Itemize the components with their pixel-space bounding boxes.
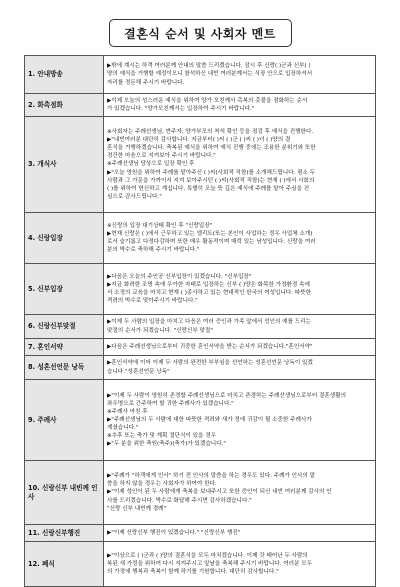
script-line: ▶"이제 신랑신부 행진이 있겠습니다." "신랑신부 행진" — [107, 529, 241, 536]
script-line: 혼식을 거행하겠습니다. 축복된 예식을 위하여 예식 진행 중에는 조용한 분위기와 또한 — [107, 145, 316, 152]
script-line: ※주례사 마친 후 — [107, 408, 148, 415]
table-row — [25, 542, 376, 587]
script-line: ▶"주례가 "하객에게 인사" 하기 전 인사의 말씀을 하는 경우도 있다. 주례가 인사의 말 — [107, 473, 316, 480]
step-script — [104, 380, 376, 461]
table-row — [25, 117, 376, 213]
script-line: ▶다음은 오늘의 주인공 신부입장이 있겠습니다. "신부입장" — [107, 273, 252, 280]
script-line: ▶"이제 성인이 된 두 사람에게 축복을 보내주시고 또한 증인이 되신 내빈 여러분께 감사의 인 — [107, 489, 332, 496]
script-line: 심으로 감사드립니다." — [107, 193, 162, 200]
script-line: 서 소정의 교육을 마치고 현재 ( )종사하고 있는 현대적인 한국의 여성입니다. 따뜻한 — [107, 290, 312, 296]
script-line: ※주례선생님 당상으로 입장 확인 후 — [107, 161, 195, 168]
script-line: ▶지금 화려한 조명 속에 우아한 자태로 입장하는 신부 ( )양은 화목한 가정환경 속에 — [107, 281, 310, 288]
step-script — [104, 461, 376, 525]
step-label: 12. 폐식 — [25, 542, 104, 587]
step-label: 4. 신랑입장 — [25, 213, 104, 264]
script-line: 사를 드리겠습니다. 박수로 화답해 주시면 감사하겠습니다." — [107, 497, 252, 504]
table-row — [25, 356, 376, 380]
script-line: 좌우명으로 간주하여 할 귀한 주례사가 있겠습니다." — [107, 400, 234, 407]
script-line: ▶밖에 계시는 하객 여러분께 안내의 말씀 드리겠습니다. 잠시 후 신랑( )군과 신부( ) — [107, 63, 311, 70]
step-script — [104, 315, 376, 339]
table-row — [25, 94, 376, 117]
script-line: 로서 슬기롭고 다정다감하며 또한 매우 활동적이며 매력 있는 남성입니다. 신랑을 여러 — [107, 239, 316, 245]
script-line: 계셨습니다." — [107, 425, 139, 432]
script-line: 분의 박수로 축하해 주시기 바랍니다." — [107, 247, 200, 254]
ceremony-rows — [25, 56, 376, 587]
step-script — [104, 56, 376, 94]
script-line: ( )를 위하여 헌신하고 계십니다. 특별히 오늘 뜻 깊은 예식에 주례를 맡아 주심을 진 — [107, 185, 310, 192]
script-line: ※추후 또는 축가 및 계획 결단식이 있을 경우 — [107, 433, 216, 440]
script-line: ▶"이상으로 ( )군과 ( )양의 결혼식을 모두 마치겠습니다. 이제 갓 태어난 두 사람의 — [107, 552, 308, 559]
script-line: ▶이제 오늘의 성스러운 예식을 위하여 양가 모친께서 촉복의 촛불을 점화하는 순서 — [107, 97, 308, 104]
step-label: 6. 신랑신부맞절 — [25, 315, 104, 339]
script-line: ▶다음은 주례선생님으로부터 귀중한 혼인서약을 받는 순서가 되겠습니다."혼인서약" — [107, 343, 313, 350]
script-line: ▶"내빈여러분 대단히 감사합니다. 지금부터( )씨 ( )군 ( )씨 ( )녀 ( )양의 결 — [107, 137, 291, 144]
script-line: 맞절의 순서가 되겠습니다. "신랑신부 맞절" — [107, 327, 213, 334]
step-label: 2. 화촉점화 — [25, 94, 104, 117]
step-script — [104, 542, 376, 587]
script-line: 사람과 그 가문을 가까이서 지켜 보아주시던 ( )씨(사회적 직함)는 현재 ( )에서 사회의 — [107, 177, 315, 184]
step-script — [104, 525, 376, 542]
table-row — [25, 380, 376, 461]
step-label: 8. 성혼선언문 낭독 — [25, 356, 104, 380]
step-label: 7. 혼인서약 — [25, 339, 104, 356]
script-line: 의 가정에 행복과 축복이 함께 하기를 기원합니다. 대단히 감사합니다." — [107, 569, 279, 576]
script-line: 경건한 마음으로 지켜보아 주시기 바랍니다." — [107, 153, 216, 160]
step-label: 9. 주례사 — [25, 380, 104, 461]
script-line: ▶이제 두 사람의 입장을 마치고 다음은 여러 증인과 가족 앞에서 성인의 예를 드리는 — [107, 319, 311, 326]
step-script — [104, 94, 376, 117]
table-row — [25, 56, 376, 94]
step-script — [104, 356, 376, 380]
script-line: 복된 새 가정을 위하여 다시 지켜주시고 앞날을 축복해 주시기 바랍니다. 여러분 모두 — [107, 560, 313, 567]
script-line: ▶현재 신랑은 ( )에서 근무하고 있는 엘리트(또는 본인이 사업하는 경우 사업체 소개) — [107, 230, 313, 237]
document-title: 결혼식 순서 및 사회자 멘트 — [109, 19, 292, 47]
step-script — [104, 339, 376, 356]
script-line: ※사회자는 주례선생님, 반주자, 양가부모의 착석 확인 등을 점검 후 예식을 진행한다. — [107, 129, 314, 135]
script-line: ※신랑의 입장 대기상태 확인 후 "신랑입장" — [107, 222, 213, 229]
step-label: 10. 신랑신부 내빈께 인사 — [25, 461, 104, 525]
table-row — [25, 315, 376, 339]
step-label: 1. 안내방송 — [25, 56, 104, 94]
step-script — [104, 264, 376, 315]
table-row — [25, 339, 376, 356]
step-script — [104, 117, 376, 213]
script-line: 양의 예식을 거행할 예정이오니 참석하신 내빈 여러분께서는 식장 안으로 입장하셔서 — [107, 71, 313, 78]
table-row — [25, 213, 376, 264]
script-line: ▶"주례선생님의 두 사람에 대한 따뜻한 격려와 새가 정에 귀감이 될 소중한 주례사가 — [107, 416, 312, 423]
step-label: 3. 개식사 — [25, 117, 104, 213]
table-row — [25, 525, 376, 542]
script-line: 가 있겠습니다. "양가모친께서는 입장하여 주시기 바랍니다." — [107, 106, 255, 112]
table-row — [25, 461, 376, 525]
script-line: 격려의 박수로 맞아주시기 바랍니다." — [107, 298, 198, 305]
script-line: 씀을 하지 않을 경우는 사회자가 하여야 한다. — [107, 481, 217, 488]
script-line: "신랑 신부 내빈께 경례" — [107, 505, 167, 512]
step-label: 11. 신랑신부행진 — [25, 525, 104, 542]
script-line: ▶"이제 두 사람이 영원히 존경할 주례선생님으로 마치고 존경하는 주례선생님으로부터 결혼생활의 — [107, 392, 347, 399]
step-label: 5. 신부입장 — [25, 264, 104, 315]
script-line: 자리를 정돈해 주시기 바랍니다. — [107, 79, 185, 86]
step-script — [104, 213, 376, 264]
table-row — [25, 264, 376, 315]
script-line: 습니다."성혼선언문 낭독" — [107, 368, 170, 375]
script-line: ▶"오늘 영원을 위하여 주례를 맡아주신 ( )씨(사회적 직함)를 소개해드립니다. 평소 두 — [107, 169, 316, 176]
script-line: ▶혼인서약에 이어 이제 두 사람의 완전한 부부임을 선언하는 성혼선언문 낭독이 있겠 — [107, 360, 313, 367]
script-line: ▶"두 분을 위한 축원(축주)(축가)가 있겠습니다." — [107, 441, 226, 448]
ceremony-table — [24, 55, 376, 587]
